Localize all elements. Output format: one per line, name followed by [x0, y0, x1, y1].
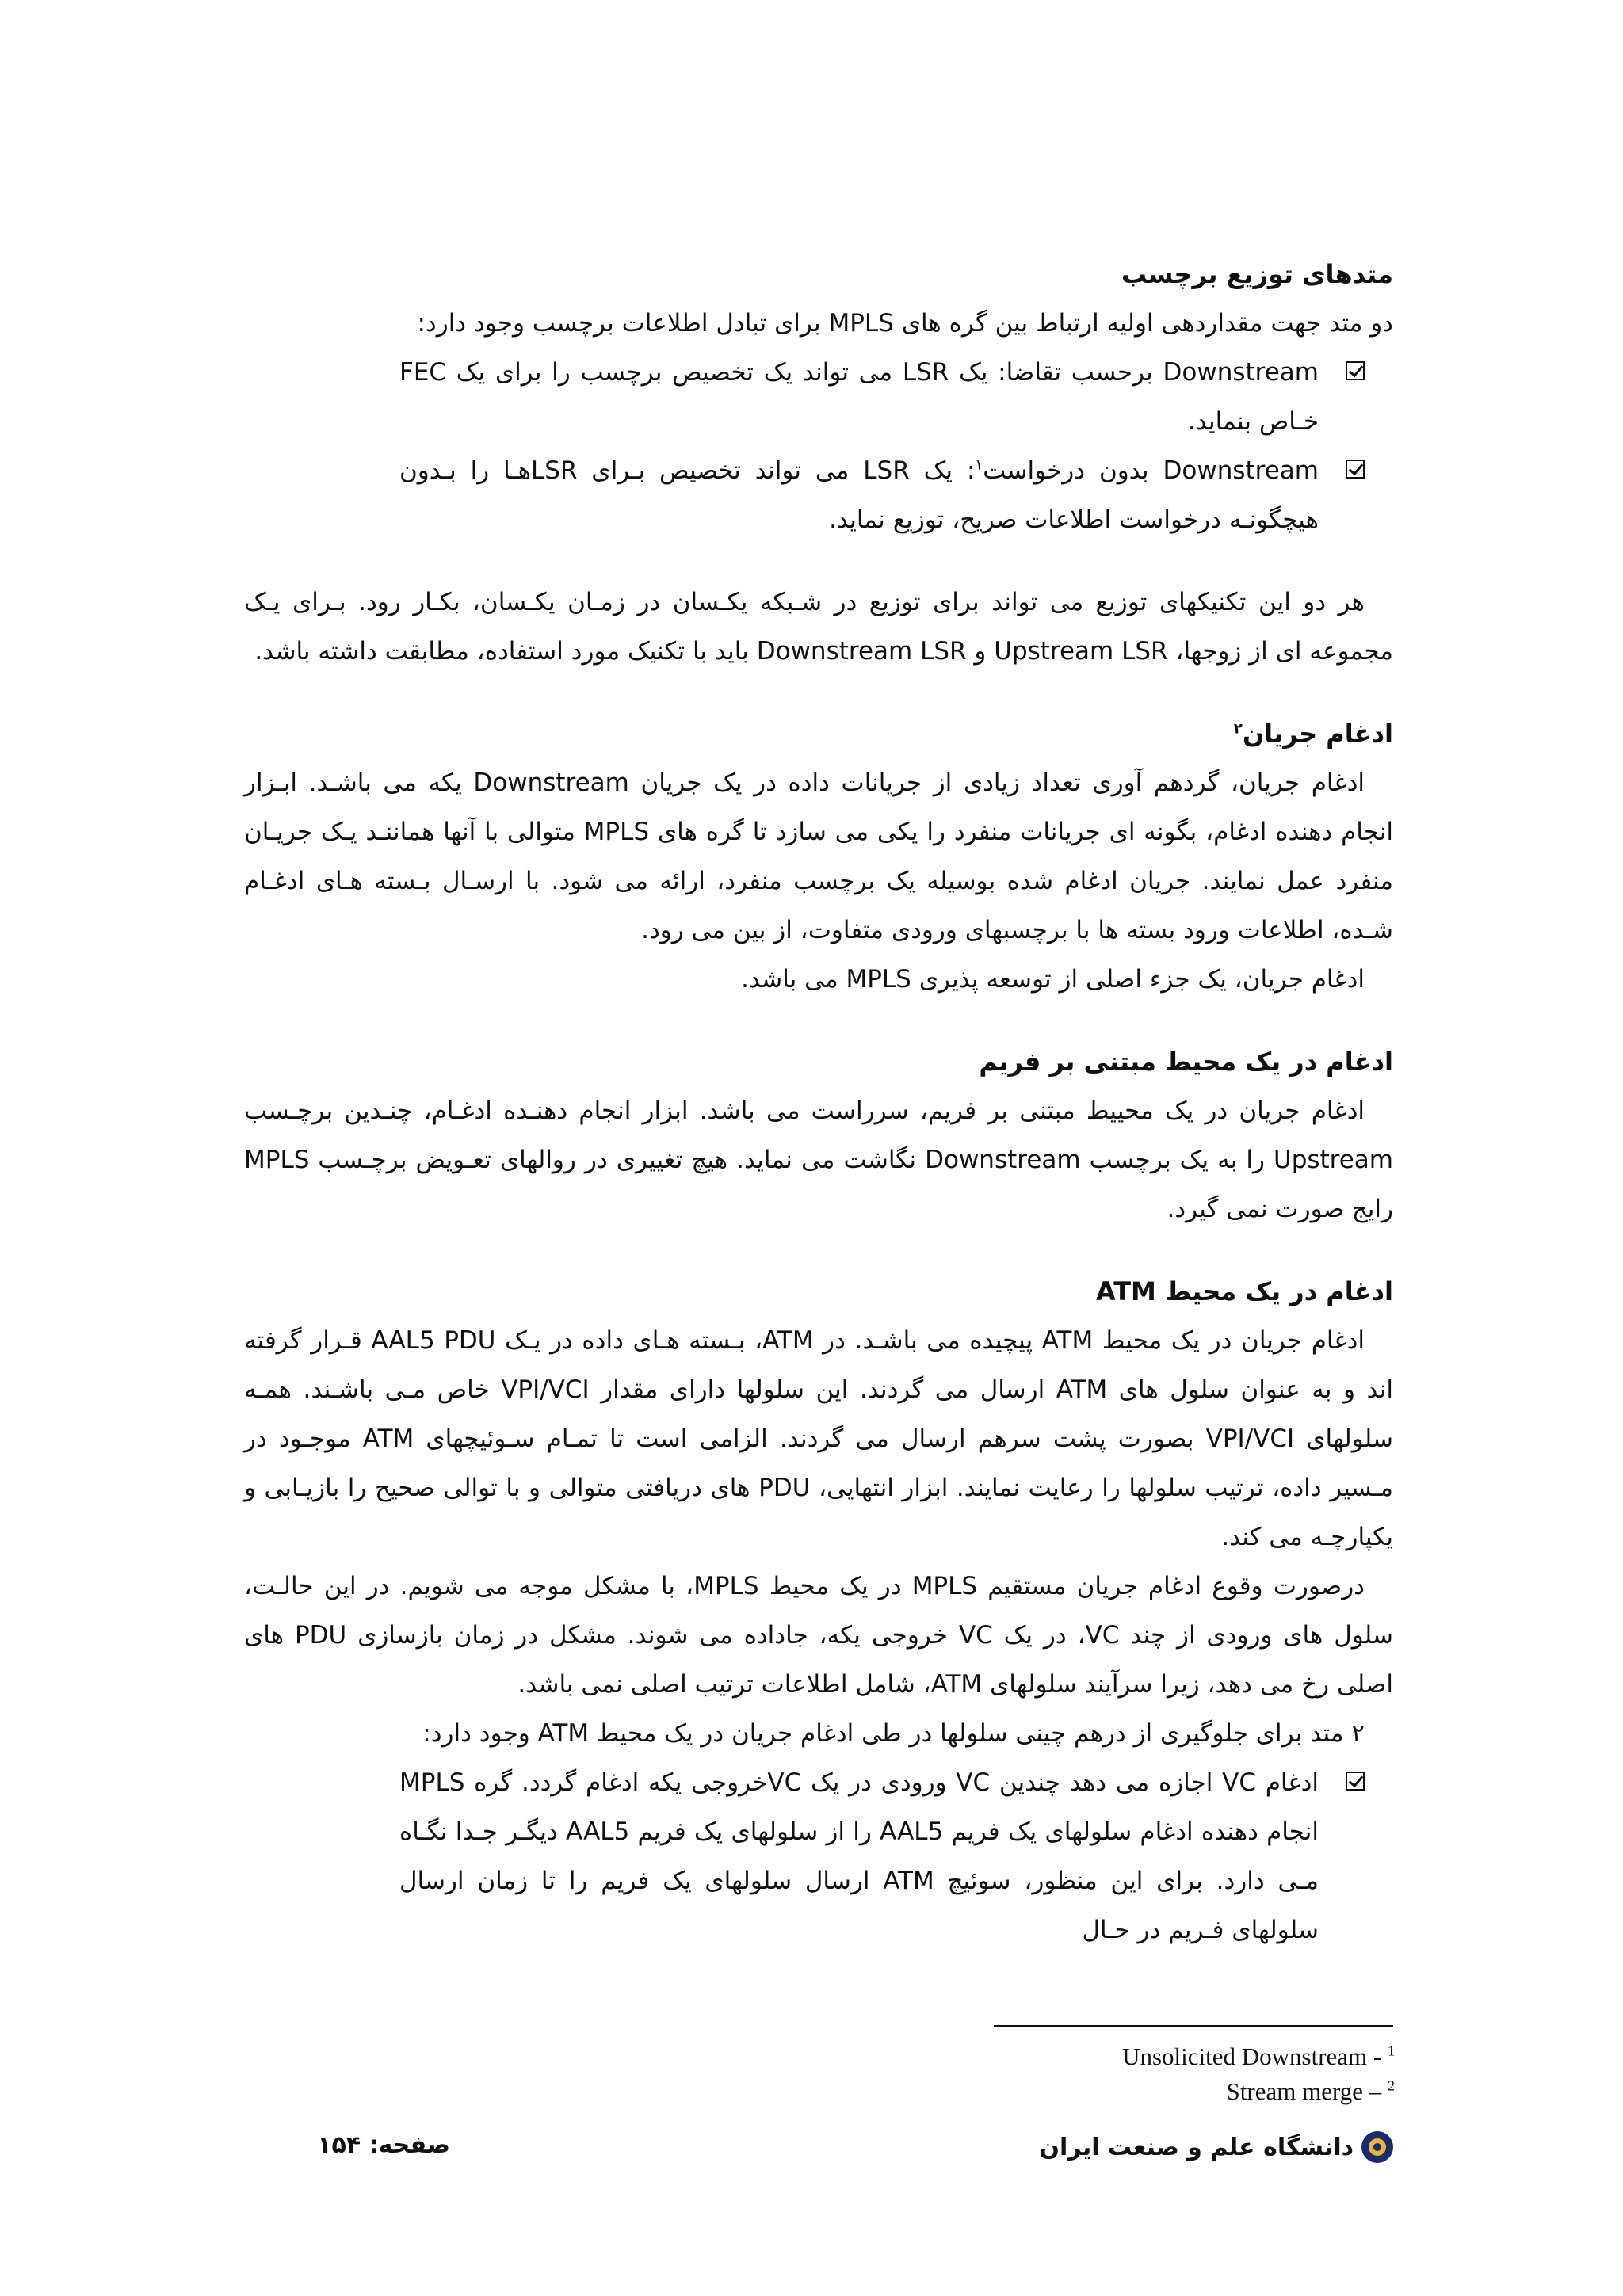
checklist-item-text: Downstream برحسب تقاضا: یک LSR می تواند یک تخصیص برچسب را برای یک FEC خـاص بنماید.: [399, 358, 1319, 436]
distribution-paragraph: هر دو این تکنیکهای توزیع می تواند برای توزیع در شـبکه یکـسان در زمـان یکـسان، بکـار رود. بـرای یـک مجموعه ای از زوجها، Upstream LSR و Downstream LSR باید با تکنیک مورد استفاده، مطابقت داشته باشد.: [244, 588, 1393, 666]
footnote-marker: ۲: [1233, 720, 1243, 738]
footnote-text: Unsolicited Downstream -: [1122, 2042, 1382, 2070]
footer-university: [1039, 2131, 1393, 2163]
merge-paragraph-2: ادغام جریان، یک جزء اصلی از توسعه پذیری MPLS می باشد.: [741, 965, 1365, 994]
checkbox-icon: [1346, 361, 1365, 380]
footnotes: [951, 2039, 1395, 2109]
checkbox-icon: [1346, 1772, 1365, 1791]
checklist-item-text: ادغام VC اجازه می دهد چندین VC ورودی در یک VCخروجی یکه ادغام گردد. گره MPLS انجام دهنده ادغام سلولهای یک فریم AAL5 را از سلولهای یک فریم AAL5 دیگـر جـدا نگـاه مـی دارد. برای این منظور، سوئیچ ATM ارسال سلولهای یک فریم را تا زمان ارسال سلولهای فـریم در حـال: [399, 1768, 1319, 1944]
merge-paragraph-1: ادغام جریان، گردهم آوری تعداد زیادی از جریانات داده در یک جریان Downstream یکه می باشـد. ابـزار انجام دهنده ادغام، بگونه ای جریانات منفرد را یکی می سازد تا گره های MPLS متوالی با آنها هماننـد یـک جریـان منفرد عمل نمایند. جریان ادغام شده بوسیله یک برچسب منفرد، ارائه می شود. با ارسـال بـسته هـای ادغـام شـده، اطلاعات ورود بسته ها با برچسبهای ورودی متفاوت، از بین می رود.: [244, 769, 1393, 944]
page-label: صفحه:: [369, 2131, 450, 2159]
footnote-number: 1: [1388, 2042, 1395, 2059]
checklist-item-text-a: Downstream بدون درخواست: [983, 456, 1319, 485]
frame-paragraph: ادغام جریان در یک محییط مبتنی بر فریم، سرراست می باشد. ابزار انجام دهنـده ادغـام، چنـدین برچـسب Upstream را به یک برچسب Downstream نگاشت می نماید. هیچ تغییری در روالهای تعـویض برچـسب MPLS رایج صورت نمی گیرد.: [244, 1097, 1394, 1223]
section-heading-label-atm: ادغام در یک محیط ATM: [1095, 1276, 1393, 1306]
checklist-item-vc-merge: [399, 1758, 1365, 1955]
checklist-item-text-b: : یک LSR می تواند تخصیص بـرای LSRهـا را بـدون هیچگونـه درخواست اطلاعات صریح، توزیع نماید.: [399, 456, 1319, 534]
checklist-item-unsolicited: [399, 446, 1365, 544]
section-heading-label-frame: ادغام در یک محیط مبتنی بر فریم: [979, 1047, 1393, 1077]
document-body: [244, 250, 1393, 1955]
footnote-divider: [994, 2025, 1393, 2027]
checkbox-icon: [1346, 460, 1365, 479]
footnote-number: 2: [1388, 2077, 1395, 2094]
section-heading-merge: [244, 709, 1393, 758]
atm-paragraph-2: درصورت وقوع ادغام جریان مستقیم MPLS در یک محیط MPLS، با مشکل موجه می شویم. در این حالـت، سلول های ورودی از چند VC، در یک VC خروجی یکه، جاداده می شوند. مشکل در زمان بازسازی PDU های اصلی رخ می دهد، زیرا سرآیند سلولهای ATM، شامل اطلاعات ترتیب اصلی نمی باشد.: [244, 1572, 1393, 1699]
footnote-text: Stream merge –: [1226, 2077, 1382, 2105]
atm-paragraph-3: ۲ متد برای جلوگیری از درهم چینی سلولها در طی ادغام جریان در یک محیط ATM وجود دارد:: [422, 1719, 1365, 1748]
footnote-1: [951, 2039, 1395, 2074]
footnote-marker: ۱: [975, 456, 983, 474]
atm-paragraph-1: ادغام جریان در یک محیط ATM پیچیده می باشـد. در ATM، بـسته هـای داده در یـک AAL5 PDU قـرار گرفته اند و به عنوان سلول های ATM ارسال می گردند. این سلولها دارای مقدار VPI/VCI خاص مـی باشـند. همـه سلولهای VPI/VCI بصورت پشت سرهم ارسال می گردند. الزامی است تا تمـام سـوئیچهای ATM موجـود در مـسیر داده، ترتیب سلولها را رعایت نمایند. ابزار انتهایی، PDU های دریافتی متوالی و با توالی صحیح را بازیـابی و یکپارچـه می کند.: [244, 1326, 1393, 1551]
footnote-2: [951, 2074, 1395, 2109]
page-footer: [244, 2131, 1393, 2171]
university-name: دانشگاه علم و صنعت ایران: [1039, 2133, 1354, 2161]
footer-page-number: [244, 2131, 450, 2159]
university-logo-icon: [1361, 2131, 1393, 2163]
distribution-intro: دو متد جهت مقداردهی اولیه ارتباط بین گره های MPLS برای تبادل اطلاعات برچسب وجود دارد:: [417, 309, 1393, 338]
checklist-item-on-demand: [399, 348, 1365, 446]
section-heading-label-distribution: متدهای توزیع برچسب: [1121, 259, 1393, 289]
page-number: ۱۵۴: [317, 2131, 361, 2159]
section-heading-label: ادغام جریان: [1242, 719, 1393, 749]
